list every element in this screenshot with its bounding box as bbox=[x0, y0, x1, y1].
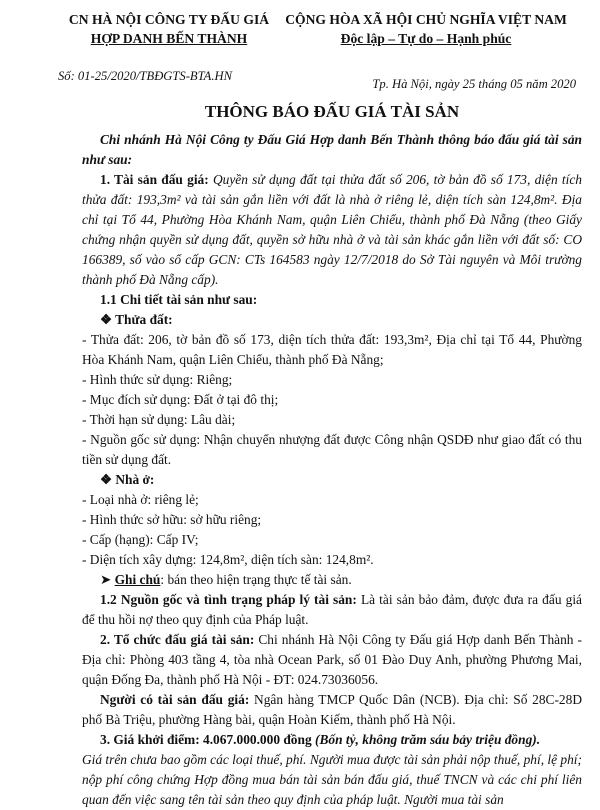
land-item: - Mục đích sử dụng: Đất ở tại đô thị; bbox=[82, 392, 279, 407]
starting-price-words: (Bốn tỷ, không trăm sáu bảy triệu đồng). bbox=[311, 732, 541, 747]
land-item: - Hình thức sử dụng: Riêng; bbox=[82, 372, 233, 387]
note-line bbox=[82, 570, 582, 590]
issuer-block bbox=[44, 10, 294, 48]
land-heading: ❖ Thửa đất: bbox=[100, 312, 173, 327]
owner-paragraph bbox=[82, 690, 582, 730]
intro-paragraph: Chi nhánh Hà Nội Công ty Đấu Giá Hợp danh Bến Thành thông báo đấu giá tài sản như sau: bbox=[82, 132, 582, 167]
arrow-icon: ➤ bbox=[100, 572, 112, 587]
issuer-name-line2: HỢP DANH BẾN THÀNH bbox=[90, 31, 248, 46]
place-date: Tp. Hà Nội, ngày 25 tháng 05 năm 2020 bbox=[372, 77, 576, 91]
note-label: Ghi chú bbox=[114, 572, 161, 587]
issuer-name-line1: CN HÀ NỘI CÔNG TY ĐẤU GIÁ bbox=[68, 12, 270, 27]
section-1 bbox=[82, 170, 582, 290]
starting-price-label: 3. Giá khởi điểm: 4.067.000.000 đồng bbox=[100, 732, 312, 747]
section-2-label: 2. Tổ chức đấu giá tài sản: bbox=[100, 632, 255, 647]
owner-text: Ngân hàng TMCP Quốc Dân (NCB). Địa chỉ: Số 28C-28D phố Bà Triệu, phường Hàng bài, quận Hoàn Kiếm, thành phố Hà Nội. bbox=[82, 692, 582, 727]
land-item: - Nguồn gốc sử dụng: Nhận chuyển nhượng đất được Công nhận QSDĐ như giao đất có thu tiền sử dụng đất. bbox=[82, 432, 582, 467]
national-title: CỘNG HÒA XÃ HỘI CHỦ NGHĨA VIỆT NAM bbox=[285, 12, 567, 27]
section-3 bbox=[82, 730, 582, 750]
land-item: - Thửa đất: 206, tờ bản đồ số 173, diện tích thửa đất: 193,3m², Địa chỉ tại Tổ 44, Phường Hòa Khánh Nam, quận Liên Chiểu, thành phố Đà Nẵng; bbox=[82, 332, 582, 367]
document-number: Số: 01-25/2020/TBĐGTS-BTA.HN bbox=[58, 69, 232, 83]
note-text: : bán theo hiện trạng thực tế tài sản. bbox=[160, 572, 352, 587]
national-title-block bbox=[270, 10, 582, 48]
house-item: - Cấp (hạng): Cấp IV; bbox=[82, 532, 199, 547]
house-item: - Hình thức sở hữu: sở hữu riêng; bbox=[82, 512, 262, 527]
house-item: - Diện tích xây dựng: 124,8m², diện tích sàn: 124,8m². bbox=[82, 552, 374, 567]
section-1-label: 1. Tài sản đấu giá: bbox=[100, 172, 209, 187]
section-1-2-text: Là tài sản bảo đảm, được đưa ra đấu giá để thu hồi nợ theo quy định của Pháp luật. bbox=[82, 592, 582, 627]
document-header bbox=[0, 10, 600, 91]
owner-label: Người có tài sản đấu giá: bbox=[100, 692, 250, 707]
land-item: - Thời hạn sử dụng: Lâu dài; bbox=[82, 412, 236, 427]
national-motto: Độc lập – Tự do – Hạnh phúc bbox=[340, 31, 512, 46]
house-item: - Loại nhà ở: riêng lẻ; bbox=[82, 492, 199, 507]
house-heading: ❖ Nhà ở: bbox=[100, 472, 155, 487]
section-2 bbox=[82, 630, 582, 690]
section-1-1-label: 1.1 Chi tiết tài sản như sau: bbox=[100, 292, 258, 307]
section-1-2-label: 1.2 Nguồn gốc và tình trạng pháp lý tài sản: bbox=[100, 592, 357, 607]
document-body bbox=[82, 100, 582, 810]
section-2-text: Chi nhánh Hà Nội Công ty Đấu giá Hợp danh Bến Thành - Địa chỉ: Phòng 403 tầng 4, tòa nhà Ocean Park, số 01 Đào Duy Anh, phường Phương Mai, quận Đống Đa, thành phố Hà Nội - ĐT: 024.73036056. bbox=[82, 632, 582, 687]
price-note: Giá trên chưa bao gồm các loại thuế, phí. Người mua được tài sản phải nộp thuế, phí, lệ phí; nộp phí công chứng Hợp đồng mua bán tài sản bán đấu giá, thuế TNCN và các chi phí liên quan đến việc sang tên tài sản theo quy định của pháp luật. Người mua tài sản bbox=[82, 752, 582, 807]
section-1-2 bbox=[82, 590, 582, 630]
document-title: THÔNG BÁO ĐẤU GIÁ TÀI SẢN bbox=[204, 102, 460, 121]
section-1-text: Quyền sử dụng đất tại thửa đất số 206, tờ bản đồ số 173, diện tích thửa đất: 193,3m² và tài sản gắn liền với đất là nhà ở riêng lẻ, diện tích sàn 124,8m². Địa chỉ tại Tổ 44, Phường Hòa Khánh Nam, quận Liên Chiểu, thành phố Đà Nẵng (theo Giấy chứng nhận quyền sử dụng đất, quyền sở hữu nhà ở và tài sản khác gắn liền với đất số: CO 166389, số vào sổ cấp GCN: CTs 164583 ngày 12/7/2018 do Sở Tài nguyên và Môi trường thành phố Đà Nẵng cấp). bbox=[82, 172, 582, 287]
